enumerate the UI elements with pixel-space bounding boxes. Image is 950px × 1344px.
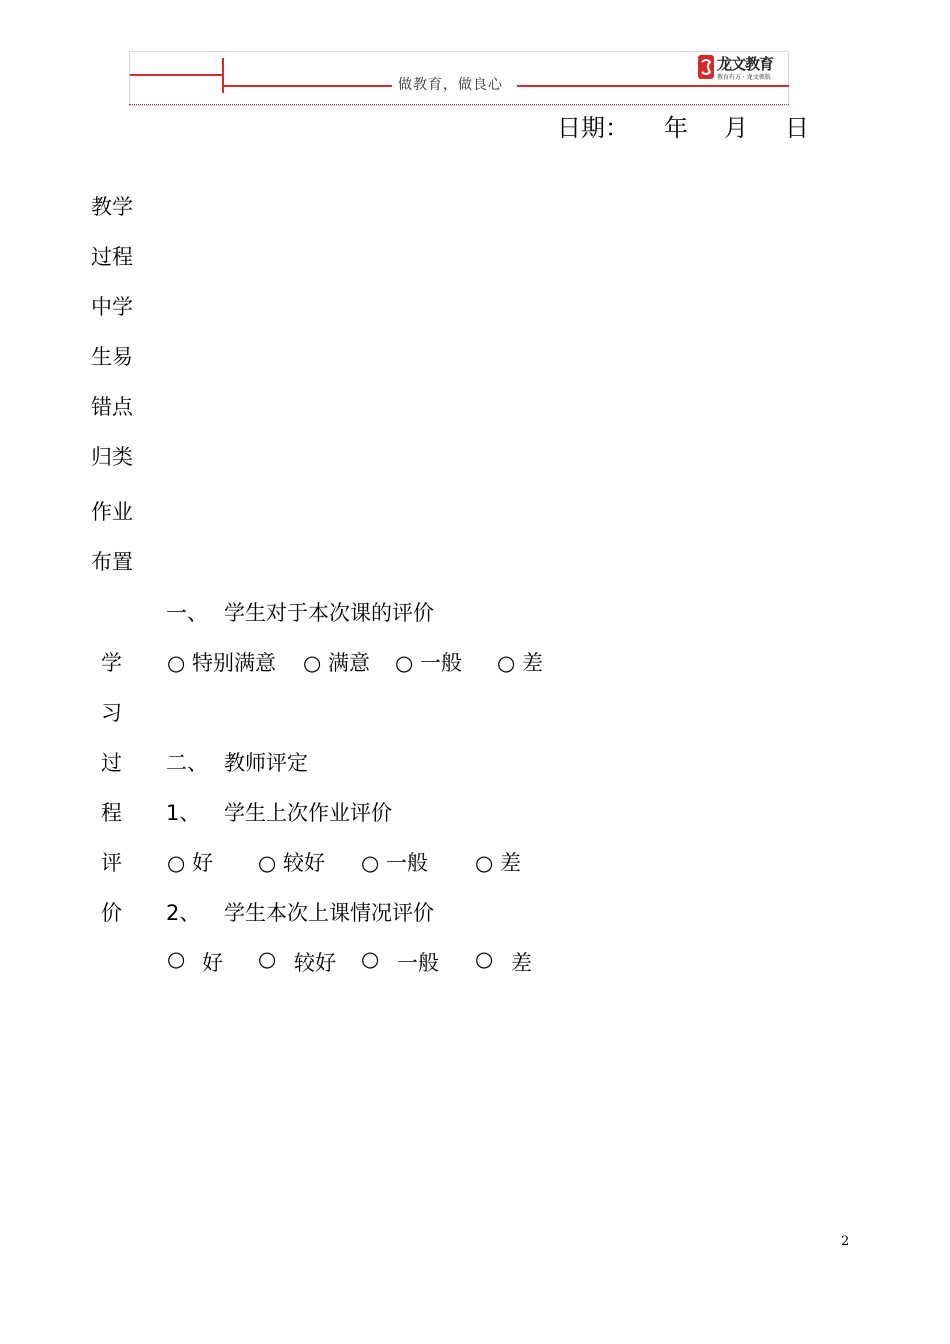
- section2-title: 教师评定: [224, 751, 308, 775]
- sub2-title: 学生本次上课情况评价: [224, 901, 434, 925]
- page-number: 2: [841, 1234, 850, 1249]
- eval-label-5: 评: [101, 851, 122, 875]
- header-redline-tick: [222, 58, 224, 93]
- date-month: 月: [724, 114, 748, 142]
- section1-title: 学生对于本次课的评价: [224, 601, 434, 625]
- sub1-title: 学生上次作业评价: [224, 801, 392, 825]
- sub2-option-label-4: 差: [511, 951, 532, 975]
- sub2-number: 2、: [166, 901, 201, 925]
- sub2-option-label-2: 较好: [294, 951, 336, 975]
- sub1-option-2[interactable]: ○ 较好: [258, 851, 325, 875]
- section1-number: 一、: [166, 601, 208, 625]
- sub2-radio-4[interactable]: ○: [475, 947, 494, 971]
- header-divider: [129, 104, 789, 105]
- section1-option-4[interactable]: ○ 差: [497, 651, 543, 675]
- sub1-option-3[interactable]: ○ 一般: [361, 851, 428, 875]
- sub2-radio-3[interactable]: ○: [361, 947, 380, 971]
- header-redline-left: [130, 74, 222, 76]
- eval-label-3: 过: [101, 751, 122, 775]
- eval-label-6: 价: [101, 901, 122, 925]
- homework-label-2: 布置: [91, 550, 133, 574]
- sub1-option-4[interactable]: ○ 差: [475, 851, 521, 875]
- sub2-option-label-3: 一般: [397, 951, 439, 975]
- sub1-option-1[interactable]: ○ 好: [167, 851, 213, 875]
- logo-subtext: 教育有方 · 龙文领航: [717, 74, 771, 81]
- errors-label-3: 中学: [91, 295, 133, 319]
- section1-option-3[interactable]: ○ 一般: [395, 651, 462, 675]
- header-redline-right: [517, 85, 789, 87]
- errors-label-6: 归类: [91, 445, 133, 469]
- errors-label-5: 错点: [91, 395, 133, 419]
- eval-label-4: 程: [101, 801, 122, 825]
- sub2-radio-1[interactable]: ○: [167, 947, 186, 971]
- header-redline-middle: [224, 85, 392, 87]
- logo-text: 龙文教育: [717, 55, 774, 73]
- errors-label-2: 过程: [91, 245, 133, 269]
- date-day: 日: [785, 114, 809, 142]
- section1-option-2[interactable]: ○ 满意: [303, 651, 370, 675]
- eval-label-2: 习: [101, 701, 122, 725]
- eval-label-1: 学: [101, 651, 122, 675]
- section1-option-1[interactable]: ○ 特别满意: [167, 651, 276, 675]
- homework-label-1: 作业: [91, 500, 133, 524]
- header-slogan: 做教育，做良心: [398, 77, 503, 93]
- date-year: 年: [664, 114, 688, 142]
- sub1-number: 1、: [166, 801, 201, 825]
- sub2-radio-2[interactable]: ○: [258, 947, 277, 971]
- section2-number: 二、: [166, 751, 208, 775]
- date-label: 日期：: [557, 114, 629, 142]
- errors-label-4: 生易: [91, 345, 133, 369]
- sub2-option-label-1: 好: [202, 951, 223, 975]
- logo-icon: [697, 54, 715, 80]
- errors-label-1: 教学: [91, 195, 133, 219]
